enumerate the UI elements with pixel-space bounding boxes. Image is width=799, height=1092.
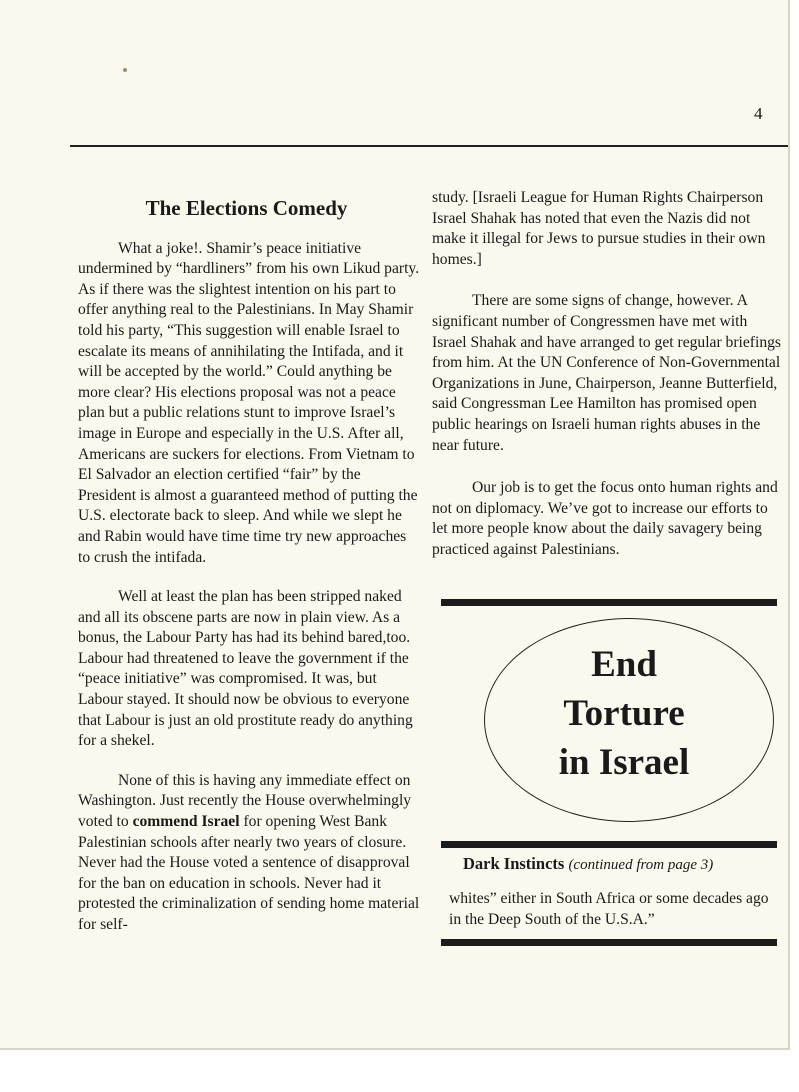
page-number: 4 (754, 104, 763, 123)
header-rule (70, 145, 788, 147)
section-divider-1 (441, 599, 777, 606)
article-paragraph-1: What a joke!. Shamir’s peace initiative undermined by “hardliners” from his own Likud party. As if there was the slightest intention on his part to offer anything real to the Palestinians. In May Shamir told his party, “This suggestion will enable Israel to escalate its means of annihilating the Intifada, and it will be accepted by the world.” Could anything be more clear? His elections proposal was not a peace plan but a public relations stunt to improve Israel’s image in Europe and especially in the U.S. After all, Americans are suckers for elections. From Vietnam to El Salvador an election certified “fair” by the President is almost a guaranteed method of putting the U.S. electorate back to sleep. And while we slept he and Rabin would have time time try new approaches to crush the intifada. (78, 239, 420, 566)
paper-speck (123, 68, 127, 72)
article-paragraph-3 (78, 771, 421, 936)
slogan-line-1: End (591, 644, 657, 685)
continued-note: (continued from page 3) (568, 857, 714, 873)
bold-phrase: commend Israel (132, 813, 240, 831)
right-column (432, 188, 782, 561)
paragraph-3-text-b: for opening West Bank Palestinian schools after nearly two years of closure. Never had the House voted a sentence of disapproval for the ban on education in schools. Never had it protested the criminalization of sending home material for self- (78, 813, 420, 933)
slogan-text (484, 640, 764, 787)
article-paragraph-5: Our job is to get the focus onto human rights and not on diplomacy. We’ve got to increase our efforts to let more people know about the daily savagery being practiced against Palestinians. (432, 479, 778, 558)
slogan-line-2: Torture (563, 693, 685, 734)
article-paragraph-2: Well at least the plan has been stripped naked and all its obscene parts are now in plain view. As a bonus, the Labour Party has had its behind bared,too. Labour had threatened to leave the government if the “peace initiative” was compromised. It was, but Labour stayed. It should now be obvious to everyone that Labour is just an old prostitute ready do anything for a shekel. (78, 588, 413, 750)
dark-instincts-heading (463, 854, 713, 874)
paragraph-3-text-a: None of this is having any immediate effect on Washington. Just recently the House overwhelmingly voted to (78, 771, 412, 831)
article-paragraph-4: There are some signs of change, however. A significant number of Congressmen have met with Israel Shahak and have arranged to get regular briefings from him. At the UN Conference of Non-Governmental Organizations in June, Chairperson, Jeanne Butterfield, said Congressman Lee Hamilton has promised open public hearings on Israeli human rights abuses in the near future. (432, 292, 781, 454)
dark-instincts-text: whites” either in South Africa or some decades ago in the Deep South of the U.S.A.” (449, 890, 769, 928)
dark-instincts-title: Dark Instincts (463, 854, 565, 873)
left-column (78, 190, 421, 936)
section-divider-3 (441, 939, 777, 946)
section-divider-2 (441, 841, 777, 848)
slogan-line-3: in Israel (558, 742, 690, 783)
article-title: The Elections Comedy (145, 196, 348, 220)
continued-paragraph: study. [Israeli League for Human Rights Chairperson Israel Shahak has noted that even the Nazis did not make it illegal for Jews to pursue studies in their own homes.] (432, 189, 766, 268)
